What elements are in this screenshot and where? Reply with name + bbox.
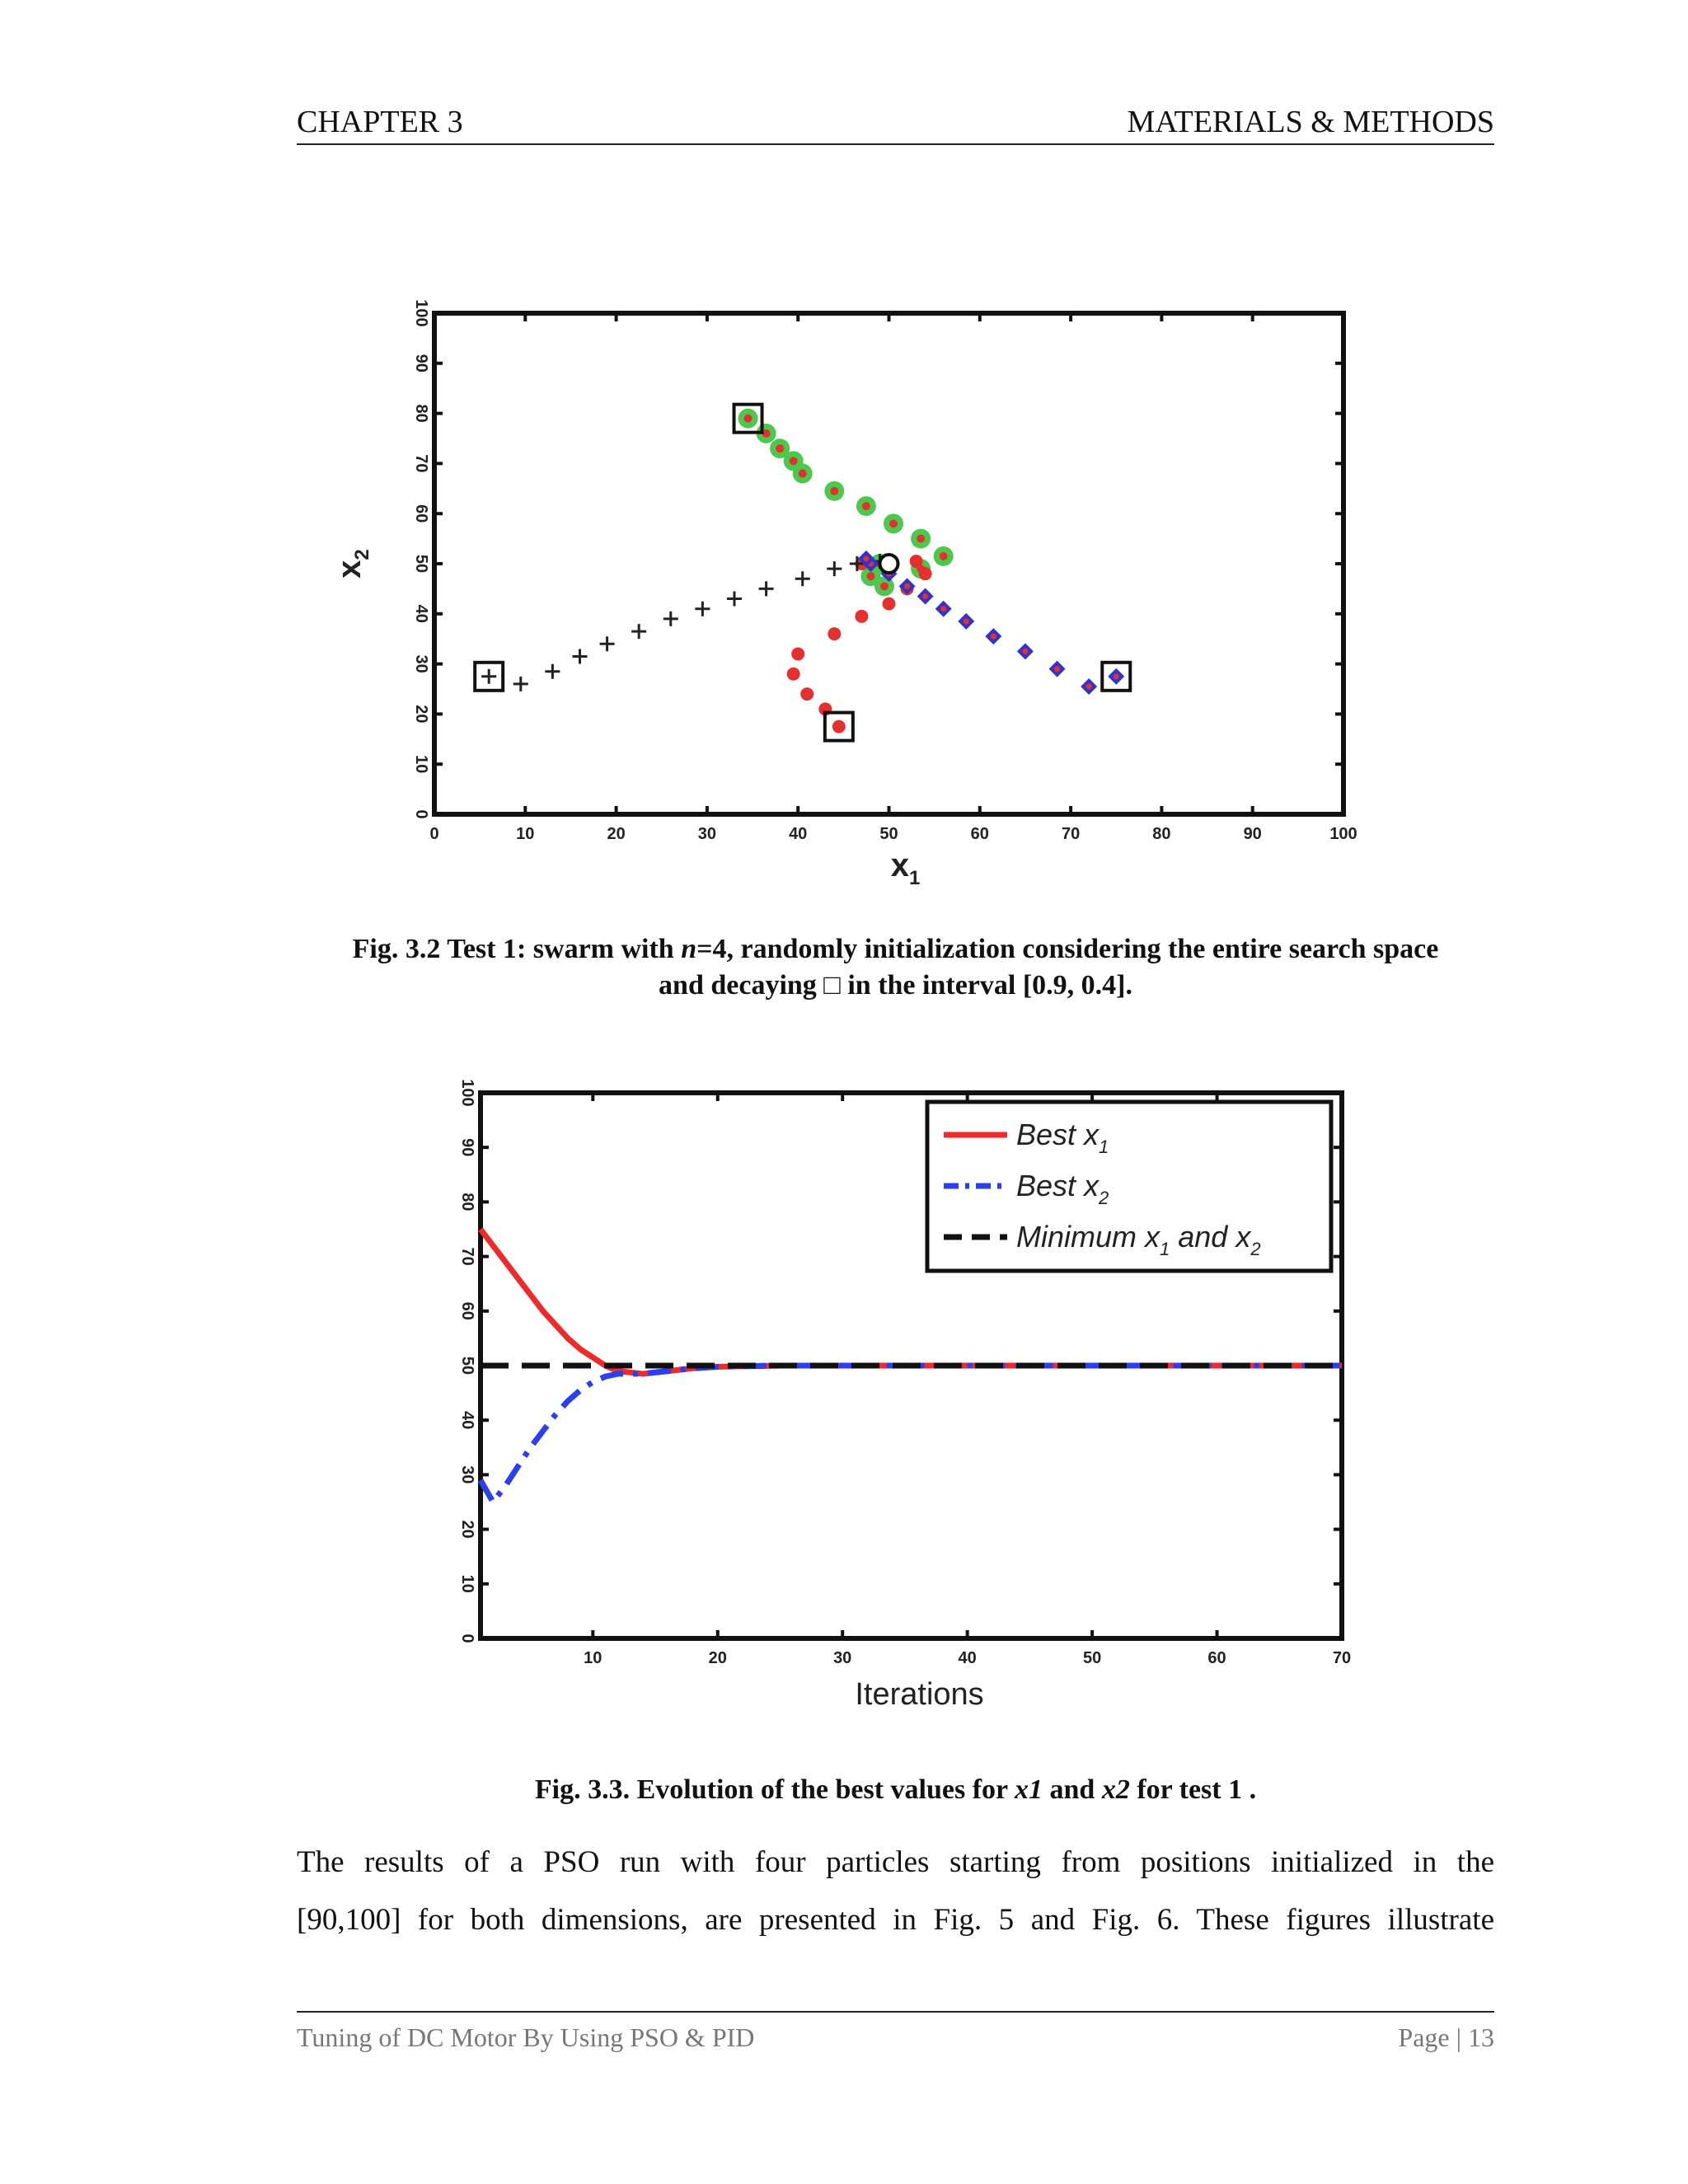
x-tick-label: 40 (958, 1649, 977, 1667)
x-tick-label: 0 (429, 825, 439, 843)
y-tick-label: 20 (412, 705, 430, 724)
y-tick-label: 0 (458, 1633, 476, 1643)
x-tick-label: 10 (584, 1649, 603, 1667)
x-tick-label: 60 (970, 825, 989, 843)
y-tick-label: 100 (412, 299, 430, 327)
legend-label-1: Best $x_1$ (1016, 1118, 1109, 1157)
x-tick-label: 70 (1061, 825, 1081, 843)
footer-title: Tuning of DC Motor By Using PSO & PID (297, 2022, 755, 2052)
header-section: MATERIALS & METHODS (1127, 105, 1494, 139)
y-tick-label: 60 (458, 1301, 476, 1320)
x-tick-label: 10 (516, 825, 535, 843)
body-line-1: The results of a PSO run with four particles starting from positions initialized in the (297, 1845, 1494, 1879)
x-tick-label: 20 (708, 1649, 727, 1667)
body-paragraph (297, 1834, 1494, 1949)
y-tick-label: 60 (412, 504, 430, 523)
y-tick-label: 0 (412, 809, 430, 819)
series-line-2 (481, 1366, 1342, 1502)
y-tick-label: 30 (412, 654, 430, 673)
x-tick-label: 100 (1329, 825, 1357, 843)
y-tick-label: 100 (458, 1079, 476, 1107)
y-tick-label: 20 (458, 1520, 476, 1539)
y-tick-label: 90 (458, 1138, 476, 1157)
legend-label-2: Best $x_2$ (1016, 1169, 1109, 1208)
y-tick-label: 50 (458, 1356, 476, 1376)
y-tick-label: 30 (458, 1465, 476, 1484)
y-tick-label: 70 (412, 454, 430, 473)
y-tick-label: 80 (412, 404, 430, 423)
header-chapter: CHAPTER 3 (297, 105, 463, 139)
x-tick-label: 90 (1243, 825, 1262, 843)
body-line-2: [90,100] for both dimensions, are presented in Fig. 5 and Fig. 6. These figures illustrate (297, 1903, 1494, 1937)
x-tick-label: 20 (607, 825, 626, 843)
y-tick-label: 50 (412, 554, 430, 574)
x-axis-label: $x_1$ (890, 847, 921, 889)
x-tick-label: 50 (1082, 1649, 1102, 1667)
figure-3-2-caption-line1: Fig. 3.2 Test 1: swarm with n=4, randomly initialization considering the entire search space (352, 934, 1439, 964)
x-tick-label: 30 (833, 1649, 852, 1667)
figure-3-2-caption-line2: and decaying □ in the interval [0.9, 0.4]. (659, 970, 1132, 1001)
footer-page-number: Page | 13 (1398, 2022, 1494, 2052)
y-tick-label: 10 (412, 755, 430, 774)
x-tick-label: 80 (1152, 825, 1171, 843)
y-tick-label: 80 (458, 1193, 476, 1212)
y-tick-label: 90 (412, 354, 430, 373)
page-footer (297, 2011, 1494, 2053)
x-tick-label: 40 (789, 825, 808, 843)
x-tick-label: 50 (879, 825, 898, 843)
y-tick-label: 70 (458, 1247, 476, 1266)
x-tick-label: 60 (1207, 1649, 1226, 1667)
y-axis-label-subscript: 2 (351, 549, 373, 560)
x-axis-label: Iterations (855, 1677, 984, 1712)
x-tick-label: 70 (1332, 1649, 1352, 1667)
y-tick-label: 10 (458, 1574, 476, 1593)
x-axis-label-subscript: 1 (908, 867, 921, 889)
x-tick-label: 30 (697, 825, 717, 843)
y-tick-label: 40 (458, 1411, 476, 1430)
y-axis-label: $x_2$ (331, 549, 373, 579)
y-tick-label: 40 (412, 604, 430, 623)
figure-3-3-caption: Fig. 3.3. Evolution of the best values for x1 and x2 for test 1 . (534, 1774, 1257, 1805)
legend-label-3: Minimum $x_1$ and $x_2$ (1016, 1220, 1261, 1259)
